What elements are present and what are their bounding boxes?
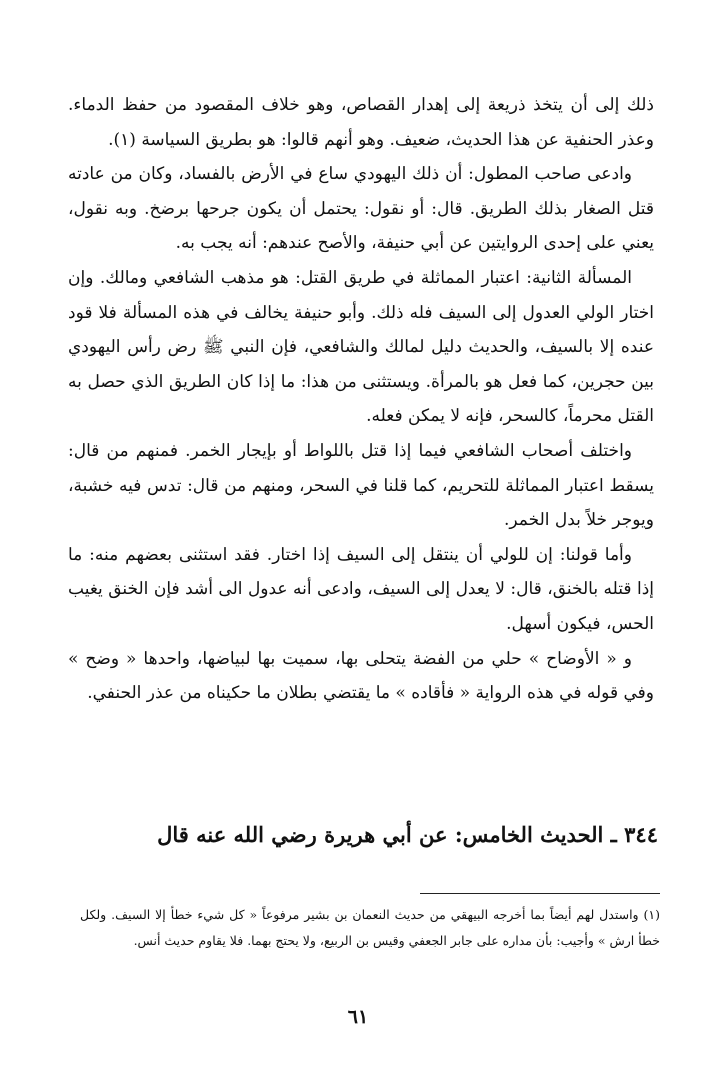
footnotes — [80, 902, 660, 954]
footnote: (١) واستدل لهم أيضاً بما أخرجه البيهقي من حديث النعمان بن بشير مرفوعاً « كل شيء خطأ إلا السيف. ولكل خطأ ارش » وأجيب: بأن مداره على جابر الجعفي وقيس بن الربيع، ولا يحتج بهما. فلا يقاوم حديث أنس. — [80, 907, 660, 948]
footnote-divider — [420, 893, 660, 894]
paragraph: ذلك إلى أن يتخذ ذريعة إلى إهدار القصاص، وهو خلاف المقصود من حفظ الدماء. وعذر الحنفية عن هذا الحديث، ضعيف. وهو أنهم قالوا: هو بطريق السياسة (١). — [68, 95, 654, 150]
paragraph: و « الأوضاح » حلي من الفضة يتحلى بها، سميت بها لبياضها، واحدها « وضح » وفي قوله في هذه الرواية « فأقاده » ما يقتضي بطلان ما حكيناه من عذر الحنفي. — [68, 648, 654, 704]
paragraph: واختلف أصحاب الشافعي فيما إذا قتل باللواط أو بإيجار الخمر. فمنهم من قال: يسقط اعتبار المماثلة للتحريم، كما قلنا في السحر، ومنهم من قال: تدس فيه خشبة، ويوجر خلاً بدل الخمر. — [68, 440, 654, 531]
paragraph: وادعى صاحب المطول: أن ذلك اليهودي ساع في الأرض بالفساد، وكان من عادته قتل الصغار بذلك الطريق. قال: أو نقول: يحتمل أن يكون جرحها برضخ. وبه نقول، يعني على إحدى الروايتين عن أبي حنيفة، والأصح عندهم: أنه يجب به. — [68, 164, 654, 254]
hadith-heading: ٣٤٤ ـ الحديث الخامس: عن أبي هريرة رضي الله عنه قال — [157, 822, 658, 847]
paragraph: وأما قولنا: إن للولي أن ينتقل إلى السيف إذا اختار. فقد استثنى بعضهم منه: ما إذا قتله بالخنق، قال: لا يعدل إلى السيف، وادعى أنه عدول الى أشد فإن الخنق يغيب الحس، فيكون أسهل. — [68, 544, 654, 634]
main-text — [68, 88, 654, 711]
page-number: ٦١ — [347, 1006, 369, 1028]
paragraph: المسألة الثانية: اعتبار المماثلة في طريق القتل: هو مذهب الشافعي ومالك. وإن اختار الولي العدول إلى السيف فله ذلك. وأبو حنيفة يخالف في هذه المسألة فلا قود عنده إلا بالسيف، والحديث دليل لمالك والشافعي، فإن النبي ﷺ رض رأس اليهودي بين حجرين، كما فعل هو بالمرأة. ويستثنى من هذا: ما إذا كان الطريق الذي حصل به القتل محرماً، كالسحر، فإنه لا يمكن فعله. — [68, 267, 654, 427]
